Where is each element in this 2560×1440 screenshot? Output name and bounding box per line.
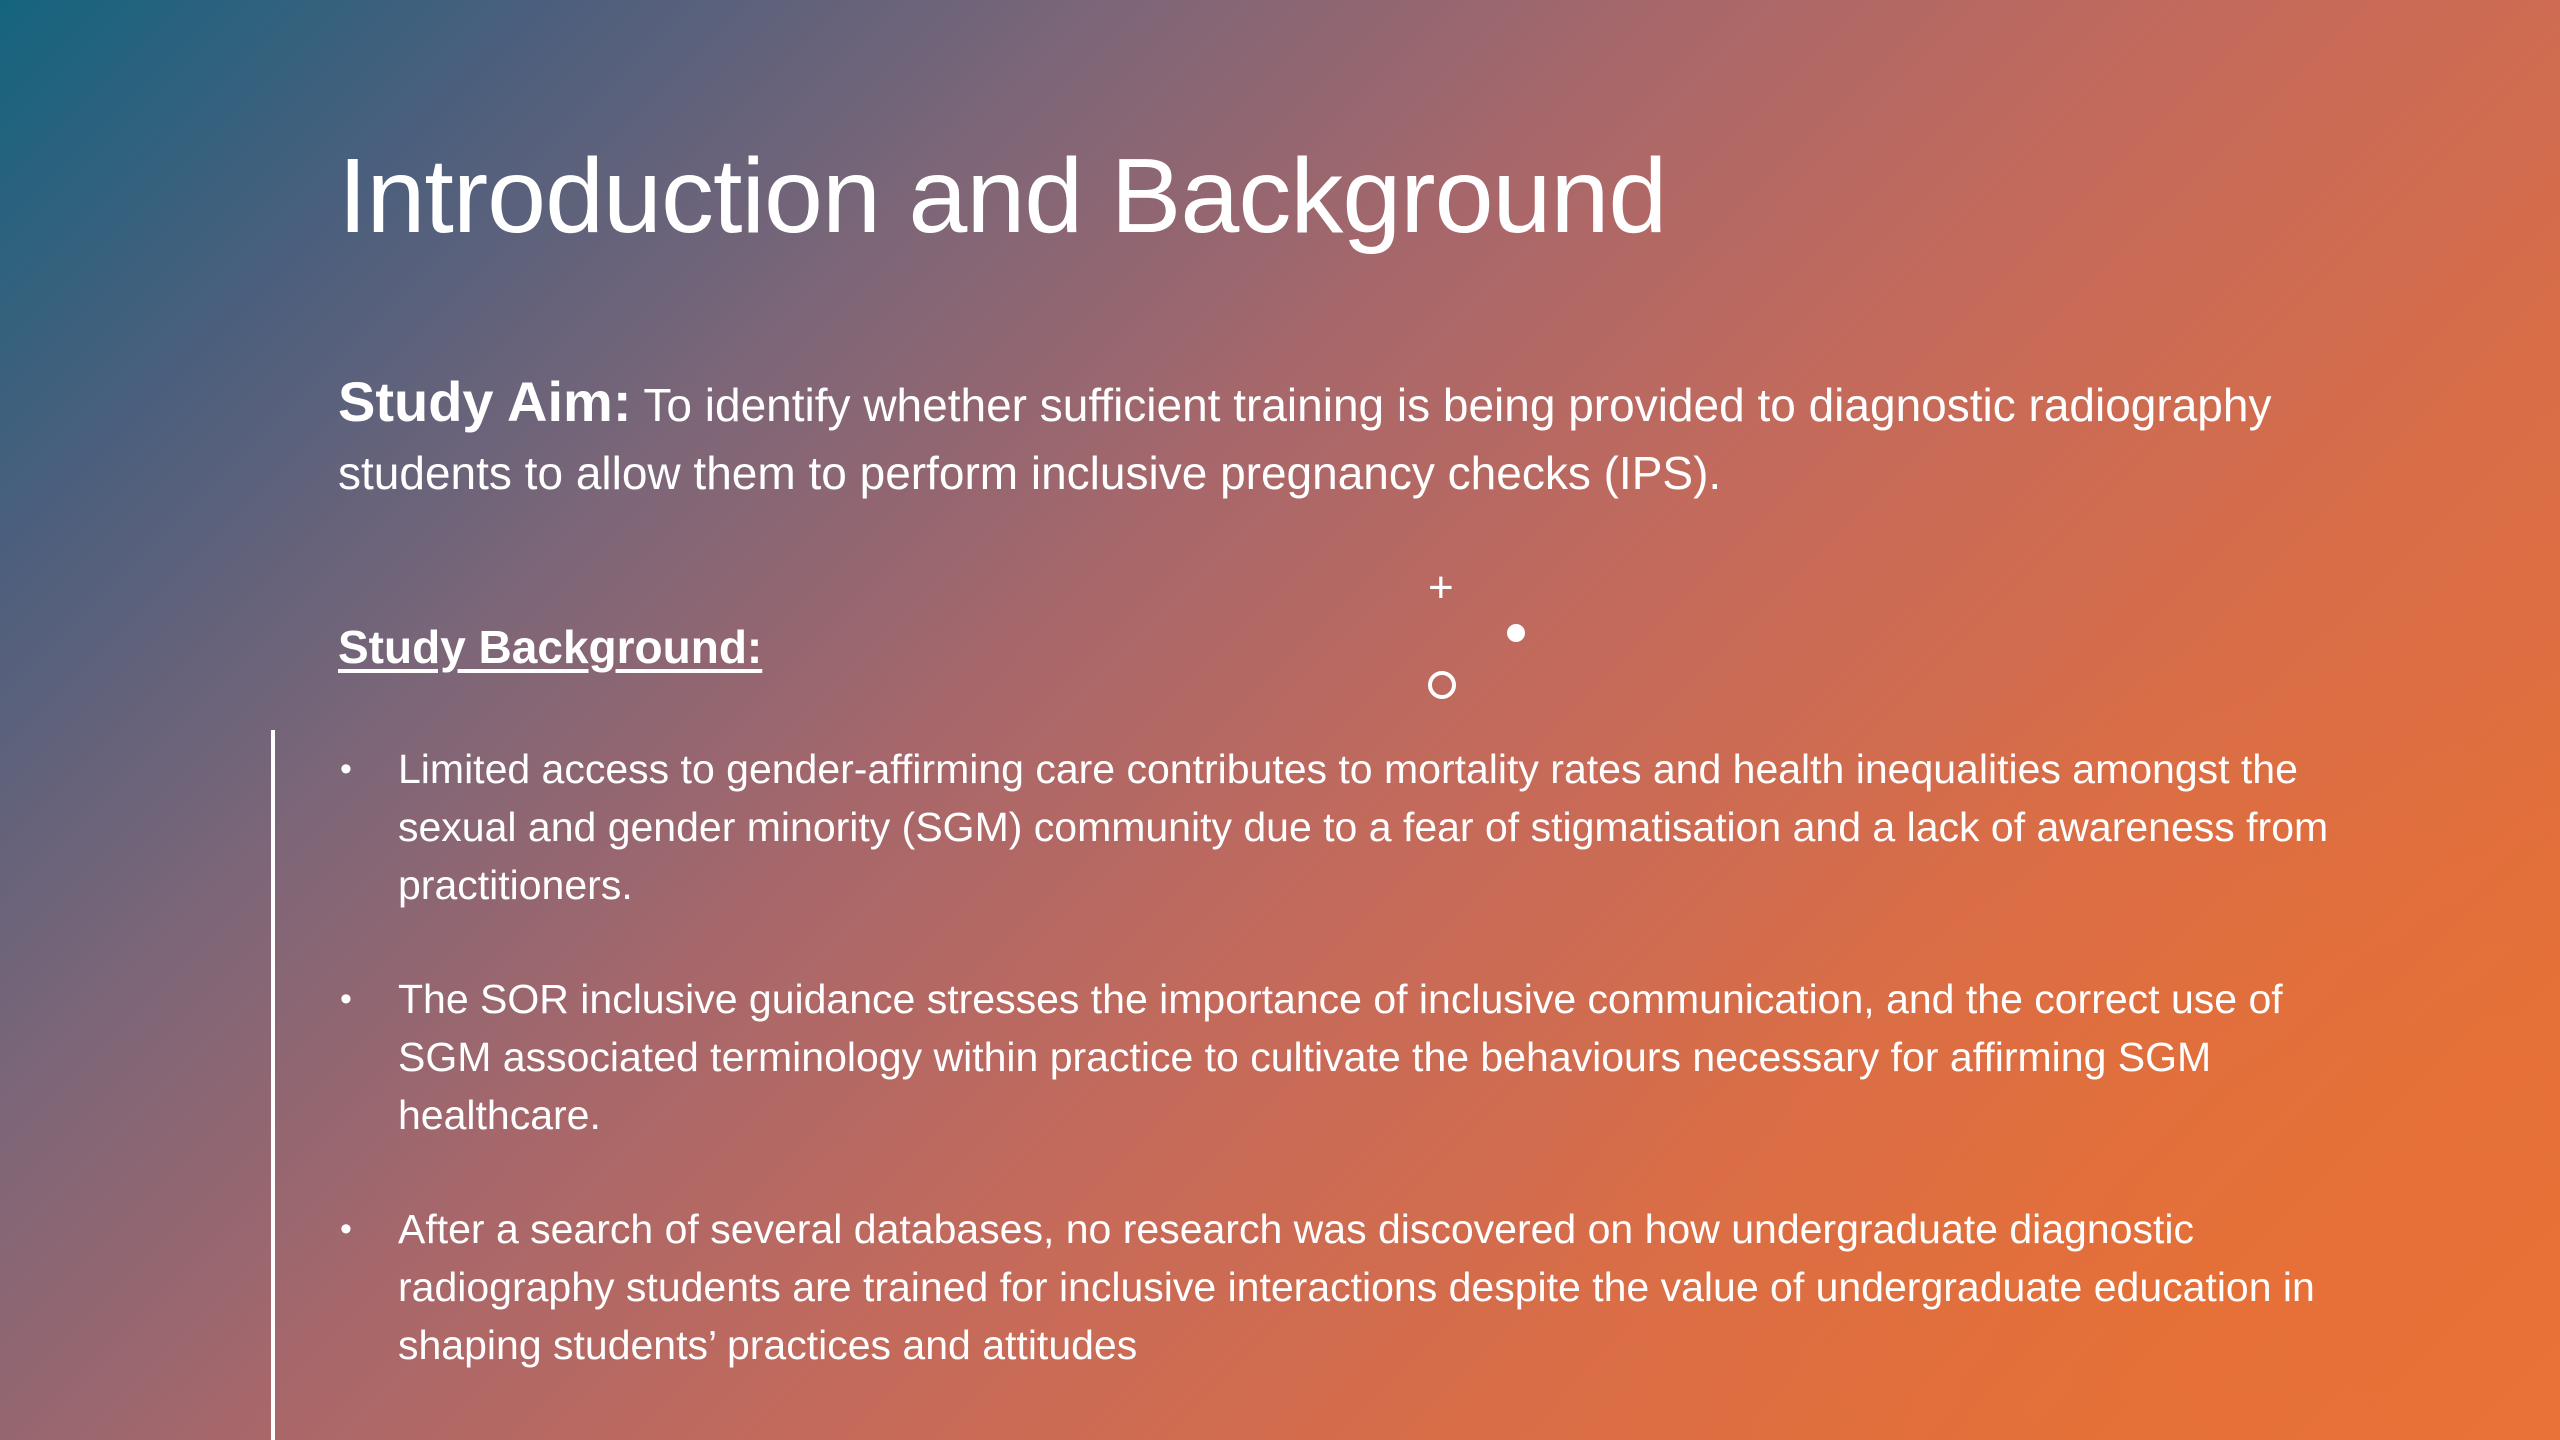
- study-aim-text: To identify whether sufficient training is being provided to diagnostic radiography students to allow them to perform inclusive pregnancy checks (IPS).: [338, 379, 2272, 499]
- background-bullet-list: [338, 740, 2368, 1430]
- bullet-text: After a search of several databases, no research was discovered on how undergraduate diagnostic radiography students are trained for inclusive interactions despite the value of undergraduate education in shaping students’ practices and attitudes: [398, 1206, 2315, 1368]
- study-aim-paragraph: [338, 368, 2338, 507]
- slide-title: Introduction and Background: [338, 137, 1667, 255]
- dot-decoration-icon: [1507, 624, 1525, 642]
- bullet-text: Limited access to gender-affirming care contributes to mortality rates and health inequalities amongst the sexual and gender minority (SGM) community due to a fear of stigmatisation and a lack of awareness from practitioners.: [398, 746, 2329, 908]
- bullet-text: The SOR inclusive guidance stresses the importance of inclusive communication, and the correct use of SGM associated terminology within practice to cultivate the behaviours necessary for affirming SGM healthcare.: [398, 976, 2283, 1138]
- plus-decoration-icon: +: [1428, 563, 1454, 612]
- vertical-divider: [271, 730, 275, 1440]
- list-item: [338, 740, 2368, 914]
- bullet-icon: •: [340, 1210, 352, 1248]
- bullet-icon: •: [340, 750, 352, 788]
- list-item: [338, 970, 2368, 1144]
- list-item: [338, 1200, 2368, 1374]
- ring-decoration-icon: [1428, 671, 1456, 699]
- study-aim-label: Study Aim:: [338, 370, 632, 433]
- study-background-heading: Study Background:: [338, 621, 763, 673]
- bullet-icon: •: [340, 980, 352, 1018]
